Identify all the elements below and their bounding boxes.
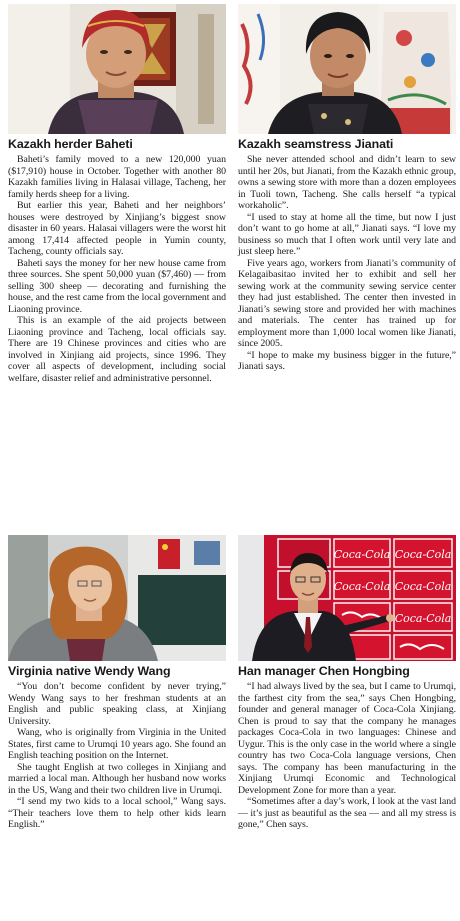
profile-wendy-wang	[8, 535, 226, 831]
paragraph: Baheti’s family moved to a new 120,000 yuan ($17,910) house in October. Together with another 80 Kazakh families living in Halasai village, Tacheng, her family herds sheep for a living.	[8, 154, 226, 200]
paragraph: But earlier this year, Baheti and her neighbors’ houses were destroyed by Xinjiang’s biggest snow disaster in 60 years. Halasai villagers were the worst hit among 17,414 affected people in Yumin county, Tacheng, county officials say.	[8, 200, 226, 257]
profile-body	[238, 154, 456, 373]
paragraph: “I hope to make my business bigger in the future,” Jianati says.	[238, 349, 456, 372]
banner-text: Coca-Cola	[394, 548, 452, 561]
paragraph: “Sometimes after a day’s work, I look at the vast land — it’s just as beautiful as the sea — and all my stress is gone,” Chen says.	[238, 796, 456, 830]
profile-body	[8, 681, 226, 831]
seamstress-with-embroidery-image	[238, 4, 456, 134]
paragraph: This is an example of the aid projects between Liaoning province and Tacheng, local officials say. There are 19 Chinese provinces and cities who are involved in Xinjiang aid projects, since 1996. They cover all aspects of development, including social welfare, disaster relief and administrative personnel.	[8, 315, 226, 384]
paragraph: “You don’t become confident by never trying,” Wendy Wang says to her freshman students at an English and public speaking class, at Xinjiang University.	[8, 681, 226, 727]
banner-text: Coca-Cola	[394, 580, 452, 593]
profile-body	[8, 154, 226, 384]
profile-jianati	[238, 4, 456, 373]
paragraph: She taught English at two colleges in Xinjiang and married a local man. Although her husband now works in the US, Wang and their two children live in Urumqi.	[8, 761, 226, 796]
photo-chen-hongbing	[238, 535, 456, 661]
paragraph: “I had always lived by the sea, but I came to Urumqi, the farthest city from the sea,” says Chen Hongbing, founder and general manager of Coca-Cola Xinjiang. Chen is proud to say that the company he manages packages Coca-Cola in two languages: Chinese and Uygur. This is the only case in the world where a single country has two Coca-Cola language versions, Chen says. The company has been manufacturing in the Xinjiang Urumqi Economic and Technological Development Zone for more than a year.	[238, 681, 456, 796]
paragraph: “I send my two kids to a local school,” Wang says. “Their teachers love them to help other kids learn English.”	[8, 796, 226, 830]
profile-name: Han manager Chen Hongbing	[238, 664, 410, 678]
paragraph: Wang, who is originally from Virginia in the United States, first came to Urumqi 10 years ago. She found an English teaching position on the Internet.	[8, 727, 226, 761]
teacher-in-classroom-image	[8, 535, 226, 661]
profile-name: Virginia native Wendy Wang	[8, 664, 171, 678]
photo-wendy-wang	[8, 535, 226, 661]
paragraph: She never attended school and didn’t learn to sew until her 20s, but Jianati, from the Kazakh ethnic group, owns a sewing store with more than a dozen employees in Tuoli town, Tacheng. She calls herself “a typical workaholic”.	[238, 154, 456, 211]
profile-body	[238, 681, 456, 831]
profile-name: Kazakh herder Baheti	[8, 137, 133, 151]
manager-with-coca-cola-banners-image	[238, 535, 456, 661]
woman-in-headscarf-image	[8, 4, 226, 134]
banner-text: Coca-Cola	[394, 612, 452, 625]
profile-chen-hongbing	[238, 535, 456, 831]
photo-baheti	[8, 4, 226, 134]
paragraph: Five years ago, workers from Jianati’s community of Kelagaibasitao invited her to exhibit and sell her sewing work at the community sewing service center they had just established. The center then invested in Jianati’s sewing store and provided her with machines and materials. The center has trained up for employment more than 1,000 local women like Jianati, since 2005.	[238, 257, 456, 349]
paragraph: “I used to stay at home all the time, but now I just don’t want to go home at all,” Jianati says. “I love my business so much that I often work until very late and just sleep here.”	[238, 211, 456, 257]
banner-text: Coca-Cola	[333, 580, 391, 593]
banner-text: Coca-Cola	[333, 548, 391, 561]
profile-baheti	[8, 4, 226, 384]
photo-jianati	[238, 4, 456, 134]
profile-name: Kazakh seamstress Jianati	[238, 137, 394, 151]
paragraph: Baheti says the money for her new house came from three sources. She spent 50,000 yuan ($7,460) — from selling 300 sheep — decorating and furnishing the house, and the rest came from the local government and Liaoning province.	[8, 257, 226, 315]
